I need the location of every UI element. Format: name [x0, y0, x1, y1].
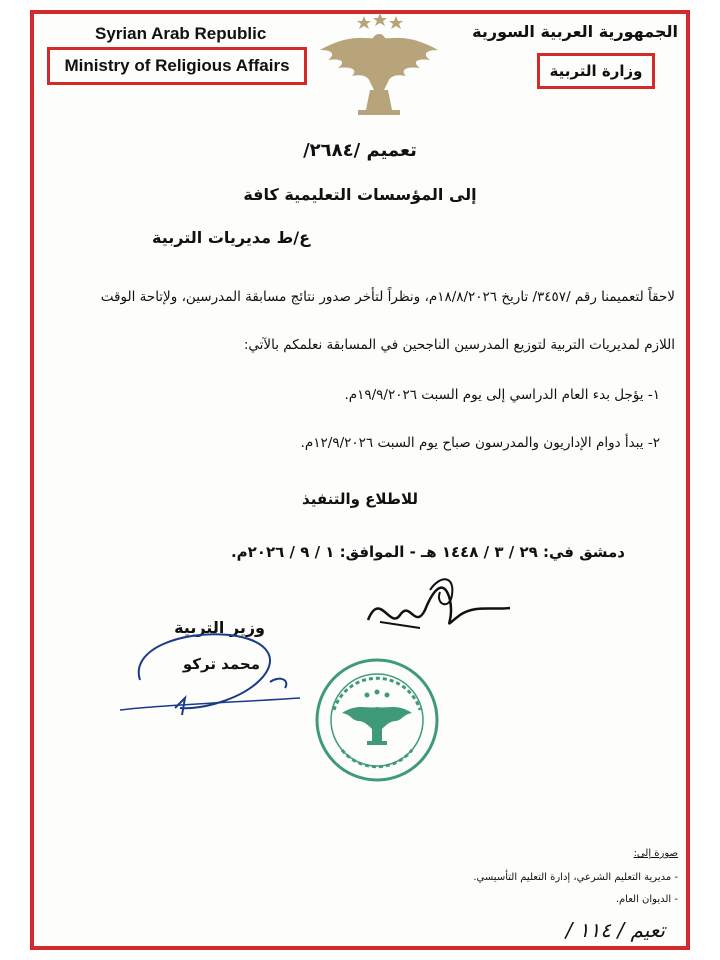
cc-item-2: - الديوان العام. — [615, 894, 678, 905]
handwritten-reference: تعيم / ١١٤ / — [565, 918, 665, 942]
minister-title: وزير التربية — [174, 618, 265, 637]
official-stamp — [312, 655, 442, 785]
cc-heading: صورة إلى: — [633, 848, 678, 859]
cc-item-1: - مديرية التعليم الشرعي، إدارة التعليم التأسيسي. — [473, 872, 678, 883]
ministry-name-ar-highlight — [537, 53, 655, 89]
memo-date: دمشق في: ٢٩ / ٣ / ١٤٤٨ هـ - الموافق: ١ / ٩ / ٢٠٢٦م. — [230, 543, 625, 561]
minister-signature — [120, 620, 320, 730]
memo-via: ع/ط مديريات التربية — [152, 228, 310, 247]
country-name-ar: الجمهورية العربية السورية — [472, 22, 678, 41]
ministry-name-en-highlight — [47, 47, 307, 85]
memo-closing: للاطلاع والتنفيذ — [302, 490, 418, 508]
eagle-emblem-icon — [312, 10, 447, 120]
ministry-name-ar: وزارة التربية — [549, 62, 643, 80]
country-name-en: Syrian Arab Republic — [95, 24, 267, 43]
ministry-name-en: Ministry of Religious Affairs — [64, 56, 290, 75]
paragraph-line-1: لاحقاً لتعميمنا رقم /٣٤٥٧/ تاريخ ١٨/٨/٢٠٢٦م، ونظراً لتأخر صدور نتائج مسابقة المدرسين، ولإتاحة الوقت — [100, 289, 675, 305]
signature-scribble — [360, 570, 520, 640]
list-item-1: ١- يؤجل بدء العام الدراسي إلى يوم السبت ١٩/٩/٢٠٢٦م. — [344, 387, 660, 403]
memo-number: تعميم /٢٦٨٤/ — [303, 140, 417, 161]
minister-name: محمد تركو — [182, 655, 260, 673]
paragraph-line-2: اللازم لمديريات التربية لتوزيع المدرسين الناجحين في المسابقة نعلمكم بالآتي: — [243, 337, 675, 353]
list-item-2: ٢- يبدأ دوام الإداريون والمدرسون صباح يوم السبت ١٢/٩/٢٠٢٦م. — [300, 435, 660, 451]
memo-recipient: إلى المؤسسات التعليمية كافة — [243, 185, 477, 204]
